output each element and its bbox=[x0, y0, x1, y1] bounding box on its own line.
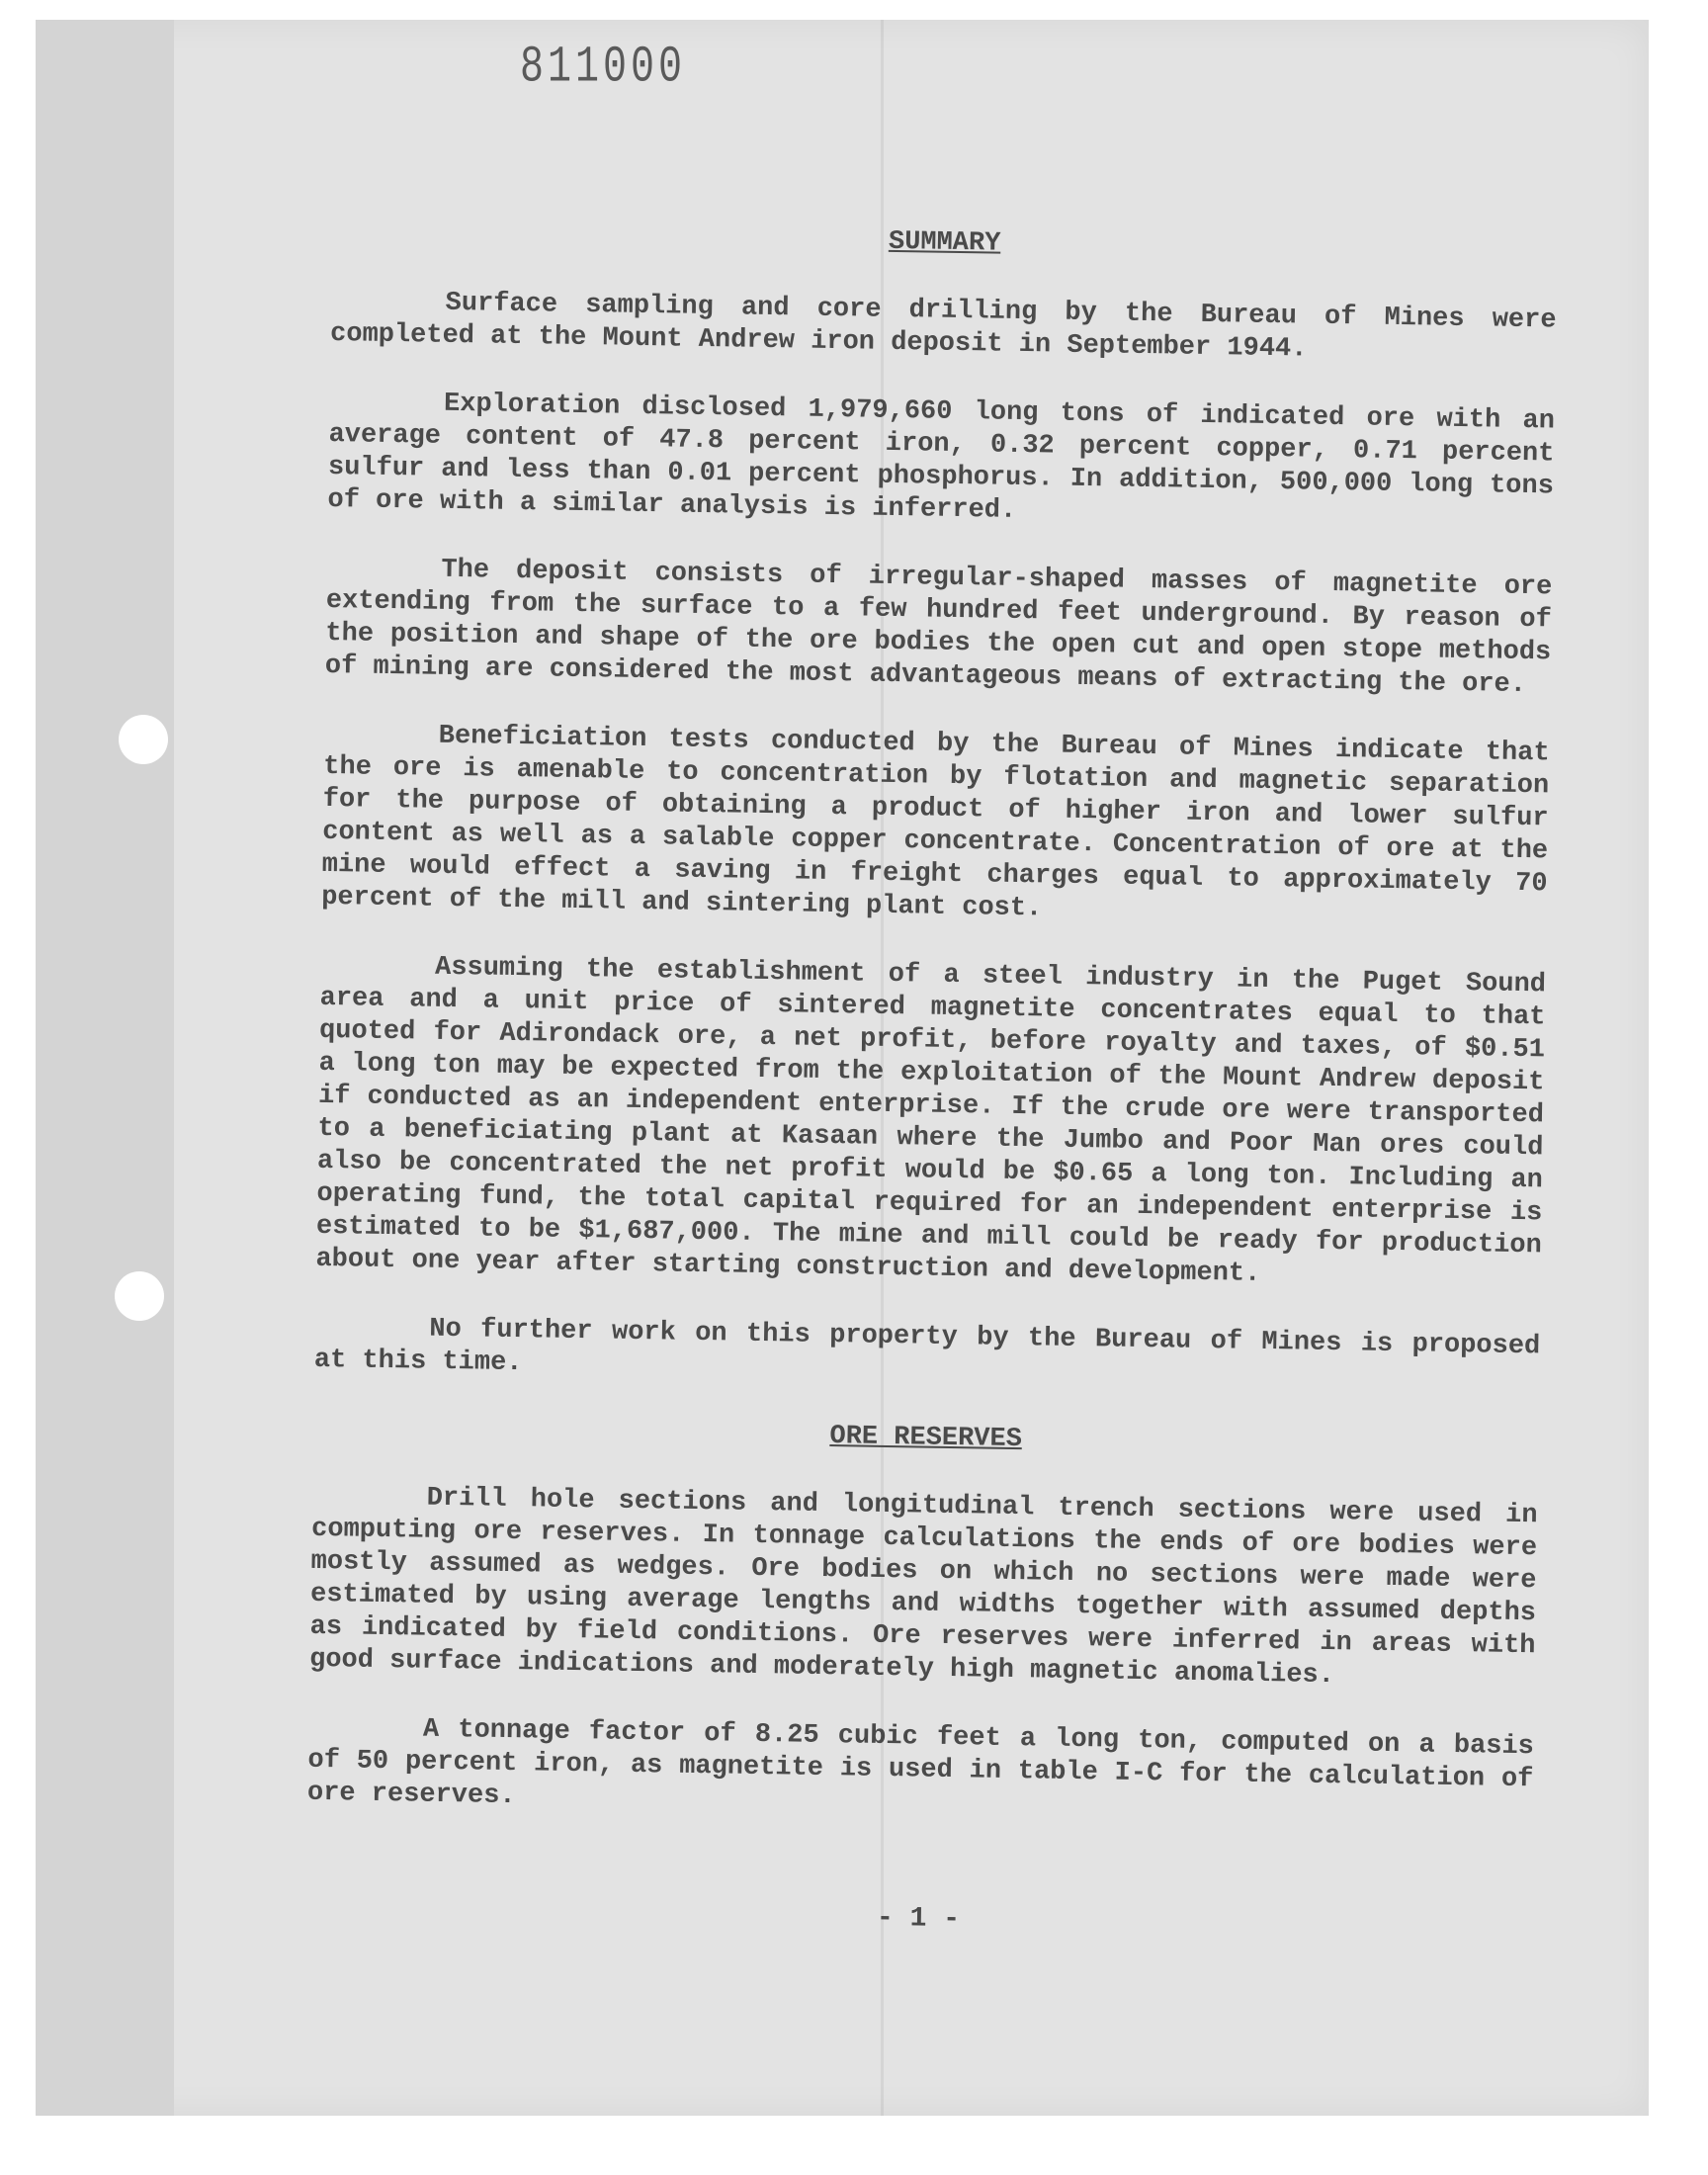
paragraph: A tonnage factor of 8.25 cubic feet a long ton, computed on a basis of 50 percent iron, as magnetite is used in table I-C for the calculation of ore reserves. bbox=[306, 1714, 1535, 1812]
page-number: - 1 - bbox=[876, 1902, 961, 1936]
section-title-ore-reserves: ORE RESERVES bbox=[829, 1422, 1023, 1455]
punch-hole bbox=[119, 715, 168, 764]
paragraph: Assuming the establishment of a steel industry in the Puget Sound area and a unit price of sintered magnetite concentrates equal to that quoted for Adirondack ore, a net profit, before royalty and taxes, of $0.51 a long ton may be expected from the exploitation of the Mount Andrew deposit if conducted as an independent enterprise. If the crude ore were transported to a beneficiating plant at Kasaan where the Jumbo and Poor Man ores could also be concentrated the net profit would be $0.65 a long ton. Including an operating fund, the total capital required for an independent enterprise is estimated to be $1,687,000. The mine and mill could be ready for production about one year after starting construction and development. bbox=[315, 952, 1547, 1289]
paragraph: No further work on this property by the Bureau of Mines is proposed at this time. bbox=[313, 1314, 1541, 1379]
document-page bbox=[36, 20, 1649, 2116]
paragraph: Surface sampling and core drilling by the Bureau of Mines were completed at the Mount Andrew iron deposit in September 1944. bbox=[329, 288, 1557, 365]
document-body bbox=[305, 218, 1558, 1945]
page-shadow-edge bbox=[36, 20, 174, 2116]
paragraph: Exploration disclosed 1,979,660 long tons of indicated ore with an average content of 47.8 percent iron, 0.32 percent copper, 0.71 percent sulfur and less than 0.01 percent phosphorus. In addition, 500,000 long tons of ore with a similar analysis is inferred. bbox=[327, 389, 1556, 526]
paragraph: The deposit consists of irregular-shaped masses of magnetite ore extending from the surface to a few hundred feet underground. By reason of the position and shape of the ore bodies the open cut and open stope methods of mining are considered the most advantageous means of extracting the ore. bbox=[324, 555, 1553, 701]
punch-hole bbox=[115, 1271, 164, 1321]
section-title-summary: SUMMARY bbox=[888, 226, 1001, 259]
document-stamp-number: 811000 bbox=[520, 40, 687, 98]
paragraph: Drill hole sections and longitudinal trench sections were used in computing ore reserves. In tonnage calculations the ends of ore bodies were mostly assumed as wedges. Ore bodies on which no sections were made were estimated by using average lengths and widths together with assumed depths as indicated by field conditions. Ore reserves were inferred in areas with good surface indications and moderately high magnetic anomalies. bbox=[308, 1483, 1538, 1692]
paragraph: Beneficiation tests conducted by the Bureau of Mines indicate that the ore is amenable to concentration by flotation and magnetic separation for the purpose of obtaining a product of higher iron and lower sulfur content as well as a salable copper concentrate. Concentration of ore at the mine would effect a saving in freight charges equal to approximately 70 percent of the mill and sintering plant cost. bbox=[320, 721, 1550, 924]
